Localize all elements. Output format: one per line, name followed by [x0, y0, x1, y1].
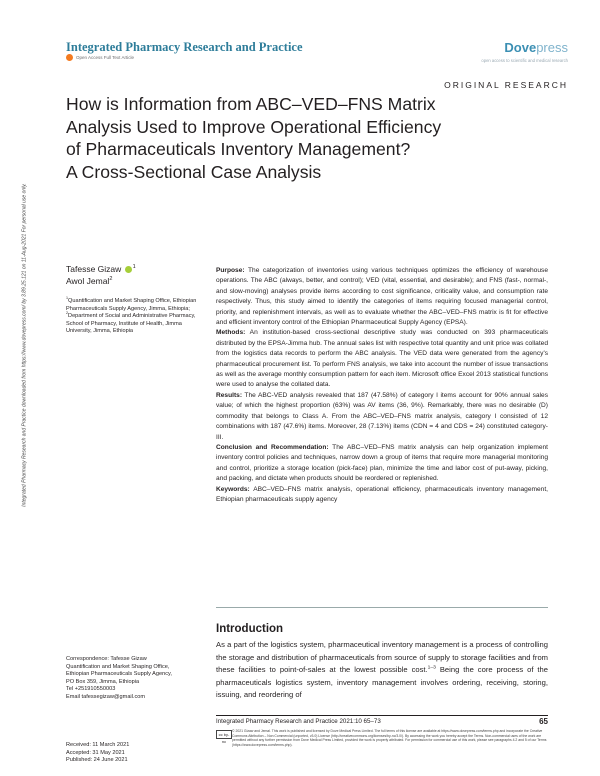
author-name[interactable]: Tafesse Gizaw	[66, 264, 122, 274]
paragraph-text: The ABC–VED–FNS matrix analysis can help organization implement inventory control policies and techniques, narrow down a group of items that require more managerial monitoring and control, prioritize a storage location (pick-face) plan, minimize the time and labor cost of put-away, picking, and packing, and dictate when products should be reordered or replenished.	[216, 443, 548, 483]
section-label: Results:	[216, 391, 243, 399]
title-line: of Pharmaceuticals Inventory Management?	[66, 139, 411, 159]
corr-email[interactable]: Email tafessegizaw@gmail.com	[66, 693, 146, 700]
correspondence	[66, 656, 206, 702]
journal-name: Integrated Pharmacy Research and Practice	[66, 40, 303, 54]
affiliation-text: Quantification and Market Shaping Office, Ethiopian Pharmaceuticals Supply Agency, Jimma, Ethiopia;	[66, 298, 197, 312]
date-accepted: Accepted: 31 May 2021	[66, 749, 125, 756]
footer-divider	[216, 715, 548, 716]
divider	[216, 607, 548, 608]
affiliation-text: Department of Social and Administrative Pharmacy, School of Pharmacy, Institute of Health, Jimma University, Jimma, Ethiopia	[66, 313, 196, 335]
author-affil-sup: 2	[109, 276, 113, 283]
author-name[interactable]: Awol Jemal	[66, 276, 110, 286]
open-access-icon	[66, 54, 73, 61]
date-received: Received: 11 March 2021	[66, 742, 130, 748]
corr-line: PO Box 359, Jimma, Ethiopia	[66, 678, 140, 685]
affiliations	[66, 298, 206, 336]
publisher-tagline: open access to scientific and medical research	[481, 58, 568, 63]
abstract-methods	[216, 328, 548, 390]
affil-sup: 1	[66, 296, 69, 301]
footer-citation: Integrated Pharmacy Research and Practice 2021:10 65–73	[216, 718, 381, 725]
corr-line: Ethiopian Pharmaceuticals Supply Agency,	[66, 671, 172, 678]
paragraph-text: The categorization of inventories using various techniques optimizes the efficiency of warehouse operations. The ABC (always, better, and control); VED (vital, essential, and desirable); and FNS (fast-, normal-, and slow-moving) analyses provide items according to cost significance, criticality value, and consumption rate respectively. Thus, this study aimed to identify the categories of items requiring focused managerial control, priority, and replenishment intervals, as well as to evaluate whether the ABC–VED–FNS matrix is fit for effective and efficient inventory control of the Ethiopian Pharmaceutical Supply Agency (EPSA).	[216, 267, 548, 327]
abstract	[216, 266, 548, 505]
cc-license-icon[interactable]: cc by-nc	[216, 730, 232, 739]
title-line: A Cross-Sectional Case Analysis	[66, 161, 322, 182]
author-affil-sup: 1	[132, 264, 136, 271]
open-access-label	[66, 54, 134, 61]
abstract-keywords	[216, 485, 548, 506]
abstract-conclusion	[216, 443, 548, 485]
section-label: Conclusion and Recommendation:	[216, 443, 329, 451]
abstract-results	[216, 391, 548, 443]
section-heading: Introduction	[216, 623, 284, 635]
title-line: Analysis Used to Improve Operational Efficiency	[66, 116, 442, 137]
paragraph-text: As a part of the logistics system, pharmaceutical inventory management is a process of controlling the storage and distribution of pharmaceuticals from source of supply to storage facilities and from these facilities to point-of-sales at the lowest possible cost.	[216, 640, 548, 675]
publisher-name-b: press	[536, 40, 568, 55]
paragraph-text: An institution-based cross-sectional descriptive study was conducted on 393 pharmaceuticals distributed by the EPSA-Jimma hub. The annual sales list with respective total quantity and unit price was collated from the logistics data records to perform the ABC analysis. The VED data were generated from the agency's pharmaceutical procurement list. To perform FNS analysis, we take into account the number of issue transactions as well as the average monthly consumption pattern for each item. Microsoft office Excel 2013 statistical functions were used to analyse the collated data.	[216, 329, 548, 389]
corr-line: Correspondence: Tafesse Gizaw	[66, 656, 147, 662]
download-notice: Integrated Pharmacy Research and Practice downloaded from https://www.dovepress.com/ by 3.89.25.121 on 11-Aug-2021 For personal use only.	[21, 183, 28, 507]
paragraph-text: Being the core process of the pharmaceuticals logistics system, inventory management involves ordering, receiving, storing, issuing, and reordering of	[216, 665, 548, 700]
section-label: Keywords:	[216, 485, 250, 493]
publisher-name-a: Dove	[504, 40, 537, 55]
publisher-logo	[504, 40, 568, 55]
section-label: Purpose:	[216, 267, 245, 274]
page-number: 65	[539, 717, 548, 726]
article-title	[66, 93, 586, 183]
author-list	[66, 263, 136, 287]
paragraph-text: ABC–VED–FNS matrix analysis, operational efficiency, pharmaceuticals inventory management, Ethiopian pharmaceuticals supply agency	[216, 485, 548, 503]
section-label: Methods:	[216, 329, 246, 337]
introduction-text	[216, 639, 548, 702]
corr-line: Tel +251910550003	[66, 686, 116, 693]
article-type: ORIGINAL RESEARCH	[444, 80, 568, 90]
paragraph-text: The ABC-VED analysis revealed that 187 (47.58%) of category I items account for 90% annual sales value; of which the highest proportion (63%) was AV items (36, 9%). Remarkably, there was no desirable (D) commodity that belongs to Class A. From the ABC–VED–FNS matrix analysis, category I consisted of 12 combinations with 187 (47.6%) items. Moreover, 28 (7.13%) items (CDN = 4 and CDS = 24) constituted category-III.	[216, 391, 548, 441]
download-sidebar	[0, 110, 50, 570]
article-dates	[66, 742, 129, 765]
abstract-purpose	[216, 266, 548, 328]
date-published: Published: 24 June 2021	[66, 757, 128, 764]
open-access-text: Open Access Full Text Article	[76, 55, 134, 60]
license-text: © 2021 Gizaw and Jemal. This work is published and licensed by Dove Medical Press Limited. The full terms of this license are available at https://www.dovepress.com/terms.php and incorporate the Creative Commons Attribution – Non Commercial (unported, v3.0) License (http://creativecommons.org/licenses/by-nc/3.0/). By accessing the work you hereby accept the Terms. Non-commercial uses of the work are permitted without any further permission from Dove Medical Press Limited, provided the work is properly attributed. For permission for commercial use of this work, please see paragraphs 4.2 and 5 of our Terms (https://www.dovepress.com/terms.php).	[232, 729, 547, 747]
corr-line: Quantification and Market Shaping Office,	[66, 663, 170, 670]
reference-link[interactable]: 1–3	[427, 665, 436, 671]
title-line: How is Information from ABC–VED–FNS Matrix	[66, 94, 436, 114]
orcid-icon[interactable]	[125, 266, 132, 273]
affil-sup: 2	[66, 311, 69, 316]
